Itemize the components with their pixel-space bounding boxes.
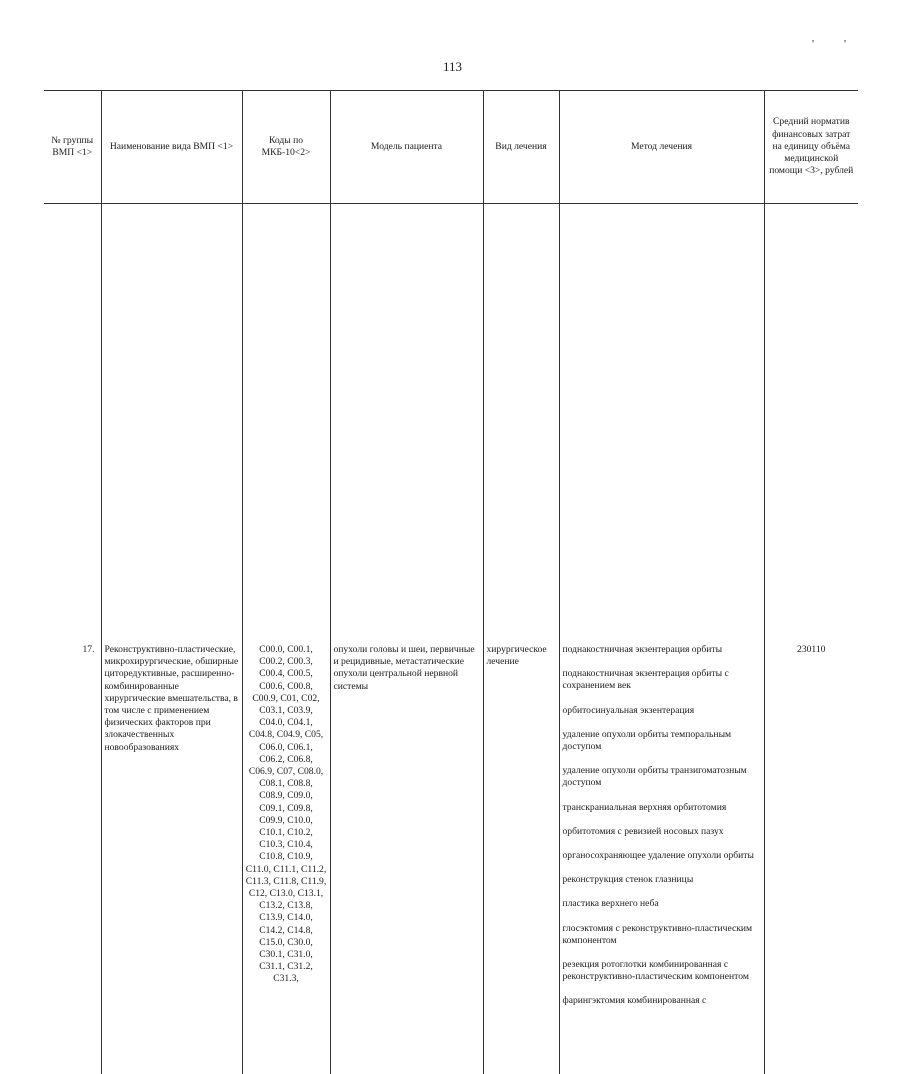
header-patient-model: Модель пациента [330, 91, 483, 204]
header-treatment-type: Вид лечения [483, 91, 559, 204]
method-item: поднакостничная экзентерация орбиты с сохранением век [562, 668, 729, 692]
spacer-row [44, 204, 858, 640]
corner-marks [812, 38, 876, 50]
method-item: глосэктомия с реконструктивно-пластическим компонентом [562, 922, 753, 946]
method-item: поднакостничная экзентерация орбиты [562, 644, 723, 655]
method-item: удаление опухоли орбиты транзигоматозным доступом [562, 765, 747, 789]
header-icd-codes: Коды по МКБ-10<2> [242, 91, 330, 204]
cell-treatment-type: хирургическое лечение [483, 639, 559, 1074]
cell-group-no: 17. [44, 639, 101, 1074]
corner-mark: ' [812, 38, 844, 50]
cell-avg-cost: 230110 [764, 639, 858, 1074]
table-row [44, 639, 858, 1074]
method-item: транскраниальная верхняя орбитотомия [562, 801, 727, 813]
table-header-row [44, 91, 858, 204]
method-list [563, 644, 761, 1008]
cell-icd-codes: C00.0, C00.1, C00.2, C00.3, C00.4, C00.5, C00.6, C00.8, C00.9, C01, C02, C03.1, C03.9, C04.0, C04.1, C04.8, C04.9, C05, C06.0, C06.1, C06.2, C06.8, C06.9, C07, C08.0, C08.1, C08.8, C08.9, C09.0, C09.1, C09.8, C09.9, C10.0, C10.1, C10.2, C10.3, C10.4, C10.8, C10.9, C11.0, C11.1, C11.2, C11.3, C11.8, C11.9, C12, C13.0, C13.1, C13.2, C13.8, C13.9, C14.0, C14.2, C14.8, C15.0, C30.0, C30.1, C31.0, C31.1, C31.2, C31.3, [242, 639, 330, 1074]
cell-vmp-name: Реконструктивно-пластические, микрохирургические, обширные циторедуктивные, расширенно-комбинированные хирургические вмешательства, в том числе с применением физических факторов при злокачественных новообразованиях [101, 639, 242, 1074]
method-item: орбитосинуальная экзентерация [562, 704, 695, 716]
cell-patient-model: опухоли головы и шеи, первичные и рецидивные, метастатические опухоли центральной нервной системы [330, 639, 483, 1074]
header-treatment-method: Метод лечения [559, 91, 764, 204]
header-avg-cost: Средний норматив финансовых затрат на единицу объёма медицинской помощи <3>, рублей [764, 91, 858, 204]
method-item: органосохраняющее удаление опухоли орбиты [562, 850, 754, 862]
spacer-cell [764, 204, 858, 640]
method-item: удаление опухоли орбиты темпоральным доступом [562, 728, 732, 753]
spacer-cell [44, 204, 101, 640]
vmp-table [44, 90, 858, 1074]
method-item: орбитотомия с ревизией носовых пазух [562, 825, 724, 837]
header-group-no: № группы ВМП <1> [44, 91, 101, 204]
spacer-cell [242, 204, 330, 640]
cell-treatment-methods [559, 639, 764, 1074]
method-item: фарингэктомия комбинированная с [562, 995, 707, 1007]
spacer-cell [559, 204, 764, 640]
method-item: реконструкция стенок глазницы [562, 874, 694, 886]
method-item: резекция ротоглотки комбинированная с реконструктивно-пластическим компонентом [562, 959, 749, 983]
spacer-cell [483, 204, 559, 640]
spacer-cell [101, 204, 242, 640]
page-number: 113 [442, 59, 463, 74]
spacer-cell [330, 204, 483, 640]
header-vmp-name: Наименование вида ВМП <1> [101, 91, 242, 204]
corner-mark: ' [843, 38, 876, 50]
method-item: пластика верхнего неба [562, 898, 659, 910]
